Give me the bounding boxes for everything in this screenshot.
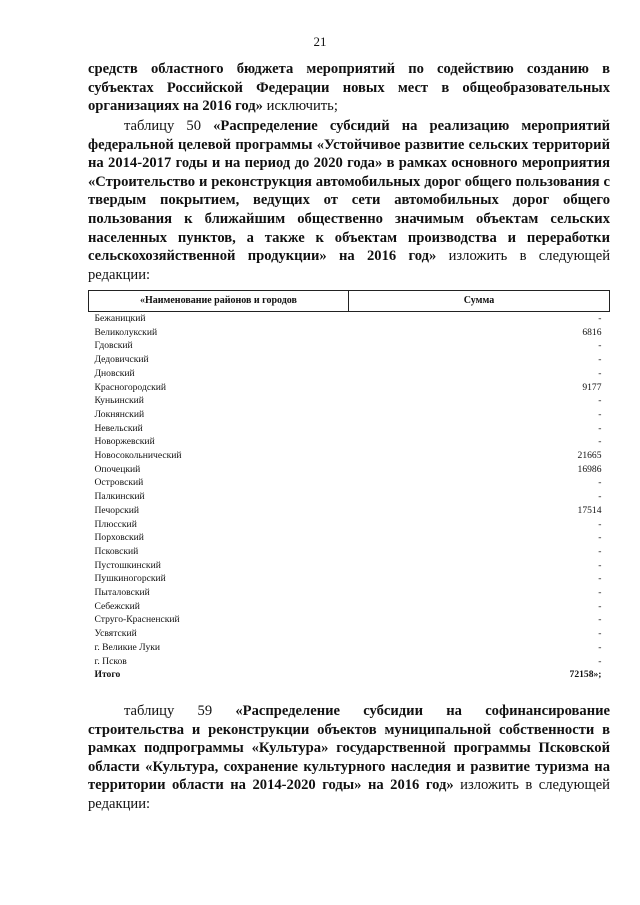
table-row — [89, 435, 610, 449]
table-row — [89, 559, 610, 573]
table-row — [89, 394, 610, 408]
table-row — [89, 339, 610, 353]
paragraph-exclusion — [88, 60, 610, 116]
district-sum: - — [598, 354, 602, 366]
district-sum: - — [598, 600, 602, 612]
paragraph-exclusion-plain: исключить; — [262, 98, 338, 115]
table-row — [89, 613, 610, 627]
district-name: Пыталовский — [94, 587, 150, 599]
header-district-name: «Наименование районов и городов — [89, 291, 349, 312]
district-sum: - — [598, 559, 602, 571]
district-sum: 17514 — [577, 504, 602, 516]
district-sum: - — [598, 436, 602, 448]
district-name: Бежаницкий — [94, 313, 146, 324]
district-sum: 6816 — [582, 326, 602, 338]
district-name: Островский — [94, 477, 144, 489]
district-name: Пустошкинский — [94, 559, 161, 571]
district-sum: - — [598, 408, 602, 420]
district-name: г. Псков — [94, 655, 127, 667]
paragraph-exclusion-bold: средств областного бюджета мероприятий по содействию созданию в субъектах Российской Федерации новых мест в общеобразовательных организациях на 2016 год» — [88, 61, 610, 115]
paragraph-table-50-title: «Распределение субсидий на реализацию мероприятий федеральной целевой программы «Устойчивое развитие сельских территорий на 2014-2017 годы и на период до 2020 года» в рамках основного мероприятия «Строительство и реконструкция автомобильных дорог общего пользования с твердым покрытием, ведущих от сети автомобильных дорог общего пользования к ближайшим общественно значимым объектам сельских населенных пунктов, а также к объектам производства и переработки сельскохозяйственной продукции» на 2016 год» — [88, 118, 611, 265]
table-row — [89, 326, 610, 340]
table-row — [89, 449, 610, 463]
district-sum: - — [598, 422, 602, 434]
table-body — [89, 312, 610, 682]
district-name: Струго-Красненский — [94, 614, 180, 626]
district-name: Великолукский — [94, 326, 158, 338]
district-name: Невельский — [94, 422, 143, 434]
subsidy-table — [88, 290, 610, 682]
district-sum: 21665 — [577, 450, 602, 462]
table-row — [89, 353, 610, 367]
district-name: Палкинский — [94, 491, 145, 503]
district-sum: - — [598, 545, 602, 557]
table-row — [89, 408, 610, 422]
total-label: Итого — [94, 669, 121, 681]
table-header-row — [89, 291, 610, 312]
district-name: Гдовский — [94, 340, 133, 352]
table-row — [89, 476, 610, 490]
district-name: Дедовичский — [94, 354, 149, 366]
district-name: Усвятский — [94, 628, 137, 640]
district-sum: - — [598, 628, 602, 640]
table-row — [89, 545, 610, 559]
table-row — [89, 572, 610, 586]
district-sum: - — [598, 587, 602, 599]
district-sum: - — [598, 641, 602, 653]
district-name: Пушкиногорский — [94, 573, 166, 585]
district-name: Красногородский — [94, 381, 167, 393]
district-name: Куньинский — [94, 395, 144, 407]
table-row — [89, 463, 610, 477]
district-sum: - — [598, 367, 602, 379]
district-sum: - — [598, 491, 602, 503]
table-row — [89, 627, 610, 641]
page-number: 21 — [313, 34, 327, 49]
district-name: Новоржевский — [94, 436, 155, 448]
district-sum: - — [598, 395, 602, 407]
district-sum: 16986 — [577, 463, 602, 475]
district-sum: - — [598, 573, 602, 585]
table-row — [89, 531, 610, 545]
paragraph-table-50-outro: изложить в следующей редакции: — [88, 248, 611, 283]
district-sum: - — [598, 340, 602, 352]
table-row — [89, 655, 610, 669]
table-total-row — [89, 668, 610, 682]
table-row — [89, 312, 610, 326]
paragraph-table-59 — [88, 702, 610, 814]
paragraph-table-59-outro: изложить в следующей редакции: — [88, 777, 610, 812]
district-name: Дновский — [94, 367, 135, 379]
district-name: Новосокольнический — [94, 450, 182, 462]
paragraph-table-50 — [88, 117, 610, 284]
district-sum: - — [598, 477, 602, 489]
table-row — [89, 422, 610, 436]
total-sum: 72158»; — [569, 669, 602, 681]
district-name: Плюсский — [94, 518, 137, 530]
table-row — [89, 490, 610, 504]
district-sum: - — [598, 518, 602, 530]
district-name: г. Великие Луки — [94, 641, 161, 653]
paragraph-table-59-title: «Распределение субсидии на софинансирование строительства и реконструкции объектов муниципальной собственности в рамках подпрограммы «Культура» государственной программы Псковской области «Культура, сохранение культурного наследия и развитие туризма на территории области на 2014-2020 годы» на 2016 год» — [88, 703, 610, 794]
table-row — [89, 367, 610, 381]
district-name: Опочецкий — [94, 463, 141, 475]
district-sum: - — [598, 614, 602, 626]
paragraph-table-59-intro: таблицу 59 — [124, 703, 236, 719]
district-sum: 9177 — [582, 381, 602, 393]
district-sum: - — [598, 532, 602, 544]
district-sum: - — [598, 313, 602, 324]
district-name: Печорский — [94, 504, 140, 516]
table-row — [89, 600, 610, 614]
district-sum: - — [598, 655, 602, 667]
paragraph-table-50-intro: таблицу 50 — [124, 118, 214, 134]
table-row — [89, 504, 610, 518]
district-name: Псковский — [94, 545, 139, 557]
table-row — [89, 586, 610, 600]
district-name: Порховский — [94, 532, 144, 544]
district-name: Локнянский — [94, 408, 145, 420]
district-name: Себежский — [94, 600, 140, 612]
table-row — [89, 518, 610, 532]
table-row — [89, 641, 610, 655]
header-sum: Сумма — [349, 291, 610, 312]
table-row — [89, 381, 610, 395]
